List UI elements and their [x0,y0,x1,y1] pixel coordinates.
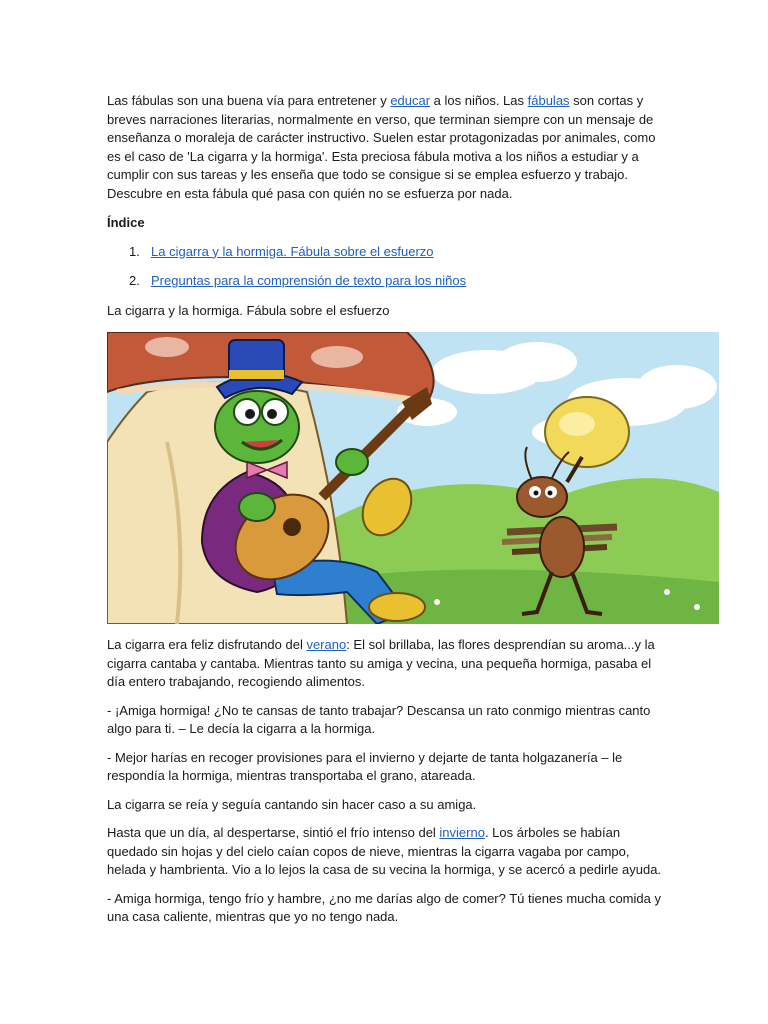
story-text [107,636,667,927]
index-item-number: 1. [129,243,140,259]
intro-text: Las fábulas son una buena vía para entretener y [107,93,391,108]
index-link-fabula[interactable]: La cigarra y la hormiga. Fábula sobre el esfuerzo [151,243,434,259]
story-text: . Los árboles se habían quedado sin hojas y del cielo caían copos de nieve, mientras la cigarra vagaba por campo, helada y hambrienta. Vio a lo lejos la casa de su vecina la hormiga, y se acercó a pedirle ayuda. [107,825,662,877]
index-item [107,272,667,291]
story-paragraph: - Mejor harías en recoger provisiones para el invierno y dejarte de tanta holgazanería – le respondía la hormiga, mientras transportaba el grano, atareada. [107,749,623,783]
index-item-number: 2. [129,273,140,288]
story-paragraph [107,636,667,692]
index-list [107,243,667,291]
document-content [107,92,667,937]
story-text: La cigarra era feliz disfrutando del [107,637,307,652]
index-item [107,243,667,262]
story-paragraph: - ¡Amiga hormiga! ¿No te cansas de tanto trabajar? Descansa un rato conmigo mientras canto algo para ti. – Le decía la cigarra a la hormiga. [107,702,651,736]
story-paragraph: - Amiga hormiga, tengo frío y hambre, ¿no me darías algo de comer? Tú tienes mucha comida y una casa caliente, mientras que yo no tengo nada. [107,890,661,924]
index-heading: Índice [107,215,145,230]
fable-illustration [107,332,719,624]
intro-paragraph [107,92,667,203]
link-invierno[interactable]: invierno [439,825,485,840]
story-paragraph: La cigarra se reía y seguía cantando sin hacer caso a su amiga. [107,796,477,812]
link-educar[interactable]: educar [390,93,431,108]
link-fabulas[interactable]: fábulas [527,93,570,108]
story-paragraph [107,824,667,880]
intro-text: son cortas y breves narraciones literarias, normalmente en verso, que terminan siempre con un mensaje de enseñanza o moraleja de carácter instructivo. Suelen estar protagonizadas por animales, como es el caso de 'La cigarra y la hormiga'. Esta preciosa fábula motiva a los niños a estudiar y a cumplir con sus tareas y les enseña que todo se consigue si se emplea esfuerzo y trabajo. Descubre en esta fábula qué pasa con quién no se esfuerza por nada. [107,93,656,201]
section-title: La cigarra y la hormiga. Fábula sobre el esfuerzo [107,302,390,318]
link-verano[interactable]: verano [306,637,347,652]
intro-text: a los niños. Las [430,93,528,108]
story-text: : El sol brillaba, las flores desprendían su aroma...y la cigarra cantaba y cantaba. Mientras tanto su amiga y vecina, una pequeña hormiga, pasaba el día entero trabajando, recogiendo alimentos. [107,637,655,689]
story-text: Hasta que un día, al despertarse, sintió el frío intenso del [107,825,440,840]
index-link-preguntas[interactable]: Preguntas para la comprensión de texto para los niños [151,273,467,288]
